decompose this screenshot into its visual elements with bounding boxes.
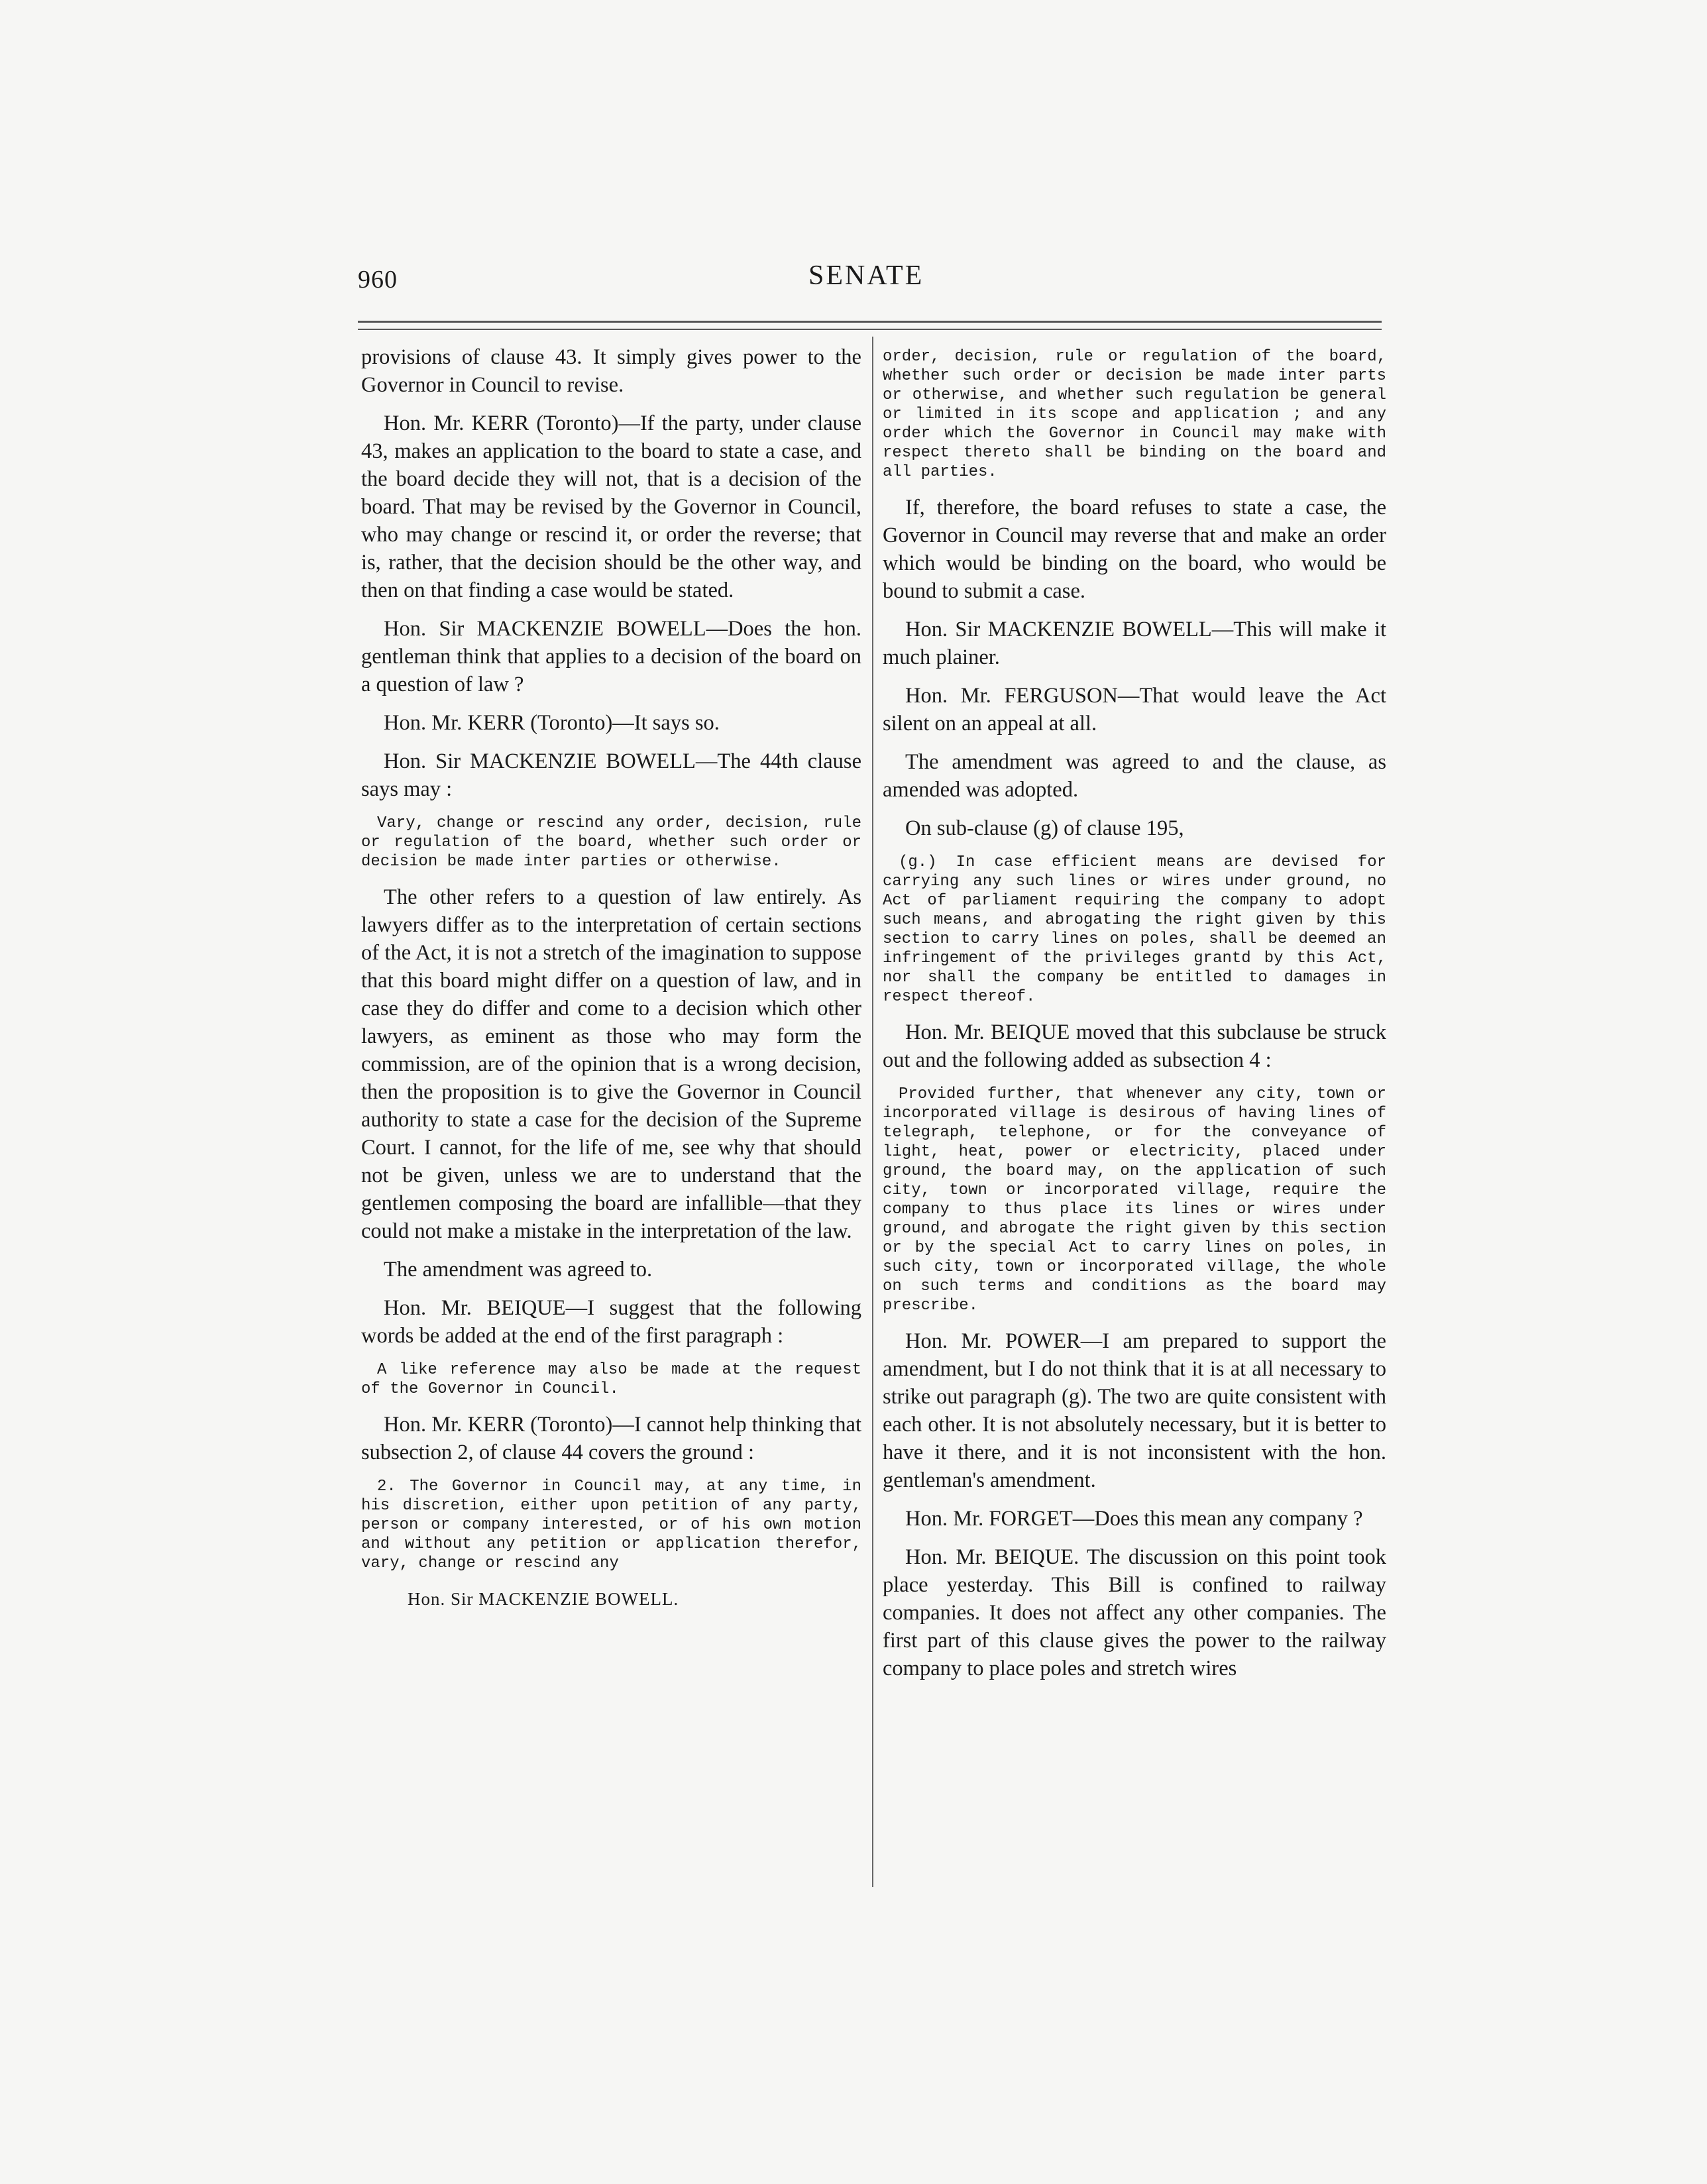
quoted-text: order, decision, rule or regulation of the board, whether such order or decision be made inter parts or otherwise, and whether such regulation be general or limited in its scope and application ; and any order which the Governor in Council may make with respect thereto shall be binding on the board and all parties. <box>883 348 1386 481</box>
paragraph: Hon. Sir MACKENZIE BOWELL—This will make it much plainer. <box>883 618 1386 669</box>
header-rule-bottom <box>358 329 1382 330</box>
paragraph: On sub-clause (g) of clause 195, <box>905 816 1184 840</box>
paragraph: The amendment was agreed to. <box>384 1258 653 1282</box>
paragraph: Hon. Mr. POWER—I am prepared to support the amendment, but I do not think that it is at all necessary to strike out paragraph (g). The two are quite consistent with each other. It is not absolutely necessary, but it is better to have it there, and it is not inconsistent with the hon. gentleman's amendment. <box>883 1329 1386 1492</box>
paragraph: provisions of clause 43. It simply gives power to the Governor in Council to revise. <box>361 345 861 397</box>
paragraph: Hon. Mr. FORGET—Does this mean any company ? <box>905 1507 1363 1531</box>
paragraph: Hon. Mr. KERR (Toronto)—I cannot help thinking that subsection 2, of clause 44 covers the ground : <box>361 1413 861 1464</box>
quoted-text: (g.) In case efficient means are devised for carrying any such lines or wires under ground, no Act of parliament requiring the company to adopt such means, and abrogating the right given by this section to carry lines on poles, shall be deemed an infringement of the privileges grantd by this Act, nor shall the company be entitled to damages in respect thereof. <box>883 853 1386 1006</box>
paragraph: The other refers to a question of law entirely. As lawyers differ as to the interpretation of certain sections of the Act, it is not a stretch of the imagination to suppose that this board might differ on a question of law, and in case they do differ and come to a decision which other lawyers, as eminent as those who may form the commission, are of the opinion that is a wrong decision, then the proposition is to give the Governor in Council authority to state a case for the decision of the Supreme Court. I cannot, for the life of me, see why that should not be given, unless we are to understand that the gentlemen composing the board are infallible—that they could not make a mistake in the interpretation of the law. <box>361 885 861 1243</box>
page-number: 960 <box>358 266 398 294</box>
left-column <box>361 343 861 1623</box>
paragraph: If, therefore, the board refuses to state a case, the Governor in Council may reverse that and make an order which would be binding on the board, who would be bound to submit a case. <box>883 496 1386 603</box>
quoted-text: Vary, change or rescind any order, decision, rule or regulation of the board, whether such order or decision be made inter parties or otherwise. <box>361 814 861 871</box>
paragraph: Hon. Mr. BEIQUE moved that this subclause be struck out and the following added as subsection 4 : <box>883 1020 1386 1072</box>
paragraph: Hon. Sir MACKENZIE BOWELL—Does the hon. gentleman think that applies to a decision of the board on a question of law ? <box>361 617 861 696</box>
right-column <box>883 343 1386 1693</box>
column-divider <box>872 337 873 1887</box>
quoted-text: Provided further, that whenever any city, town or incorporated village is desirous of having lines of telegraph, telephone, or for the conveyance of light, heat, power or electricity, placed under ground, the board may, on the application of such city, town or incorporated village, require the company to thus place its lines or wires under ground, and abrogate the right given by this section or by the special Act to carry lines on poles, in such city, town or incorporated village, the whole on such terms and conditions as the board may prescribe. <box>883 1085 1386 1315</box>
running-head: SENATE <box>808 260 924 291</box>
paragraph: Hon. Mr. FERGUSON—That would leave the Act silent on an appeal at all. <box>883 684 1386 736</box>
paragraph: Hon. Mr. KERR (Toronto)—If the party, under clause 43, makes an application to the board to state a case, and the board decide they will not, that is a decision of the board. That may be revised by the Governor in Council, who may change or rescind it, or order the reverse; that is, rather, that the decision should be the other way, and then on that finding a case would be stated. <box>361 411 861 602</box>
paragraph: Hon. Mr. KERR (Toronto)—It says so. <box>384 711 720 735</box>
paragraph: Hon. Mr. BEIQUE—I suggest that the following words be added at the end of the first paragraph : <box>361 1296 861 1348</box>
header-rule-top <box>358 321 1382 323</box>
paragraph: The amendment was agreed to and the clause, as amended was adopted. <box>883 750 1386 802</box>
column-footer-speaker: Hon. Sir MACKENZIE BOWELL. <box>408 1589 679 1609</box>
quoted-text: A like reference may also be made at the request of the Governor in Council. <box>361 1361 861 1398</box>
paragraph: Hon. Sir MACKENZIE BOWELL—The 44th clause says may : <box>361 749 861 801</box>
quoted-text: 2. The Governor in Council may, at any time, in his discretion, either upon petition of any party, person or company interested, or of his own motion and without any petition or application therefor, vary, change or rescind any <box>361 1478 861 1572</box>
paragraph: Hon. Mr. BEIQUE. The discussion on this point took place yesterday. This Bill is confined to railway companies. It does not affect any other companies. The first part of this clause gives the power to the railway company to place poles and stretch wires <box>883 1545 1386 1680</box>
